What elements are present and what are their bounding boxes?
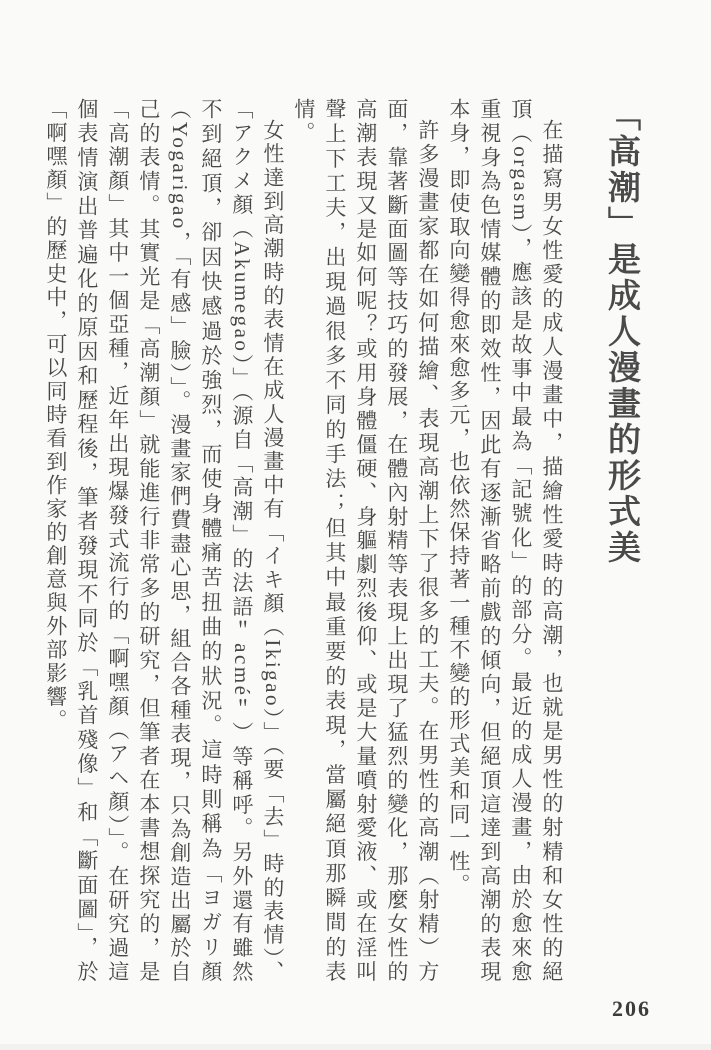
scan-edge-artifact [0, 1044, 711, 1050]
paragraph: 在描寫男女性愛的成人漫畫中，描繪性愛時的高潮，也就是男性的射精和女性的絕頂（orgasm），應該是故事中最為「記號化」的部分。最近的成人漫畫，由於愈來愈重視身為色情媒體的即效性，因此有逐漸省略前戲的傾向，但絕頂這達到高潮的表現本身，即使取向變得愈來愈多元，也依然保持著一種不變的形式美和同一性。 [446, 98, 564, 984]
paragraph: 許多漫畫家都在如何描繪、表現高潮上下了很多的工夫。在男性的高潮（射精）方面，靠著斷面圖等技巧的發展，在體內射精等表現上出現了猛烈的變化，那麼女性的高潮表現又是如何呢？或用身體僵硬、身軀劇烈後仰、或是大量噴射愛液、或在淫叫聲上下工夫，出現過很多不同的手法；但其中最重要的表現，當屬絕頂那瞬間的表情。 [291, 98, 440, 984]
page-number: 206 [612, 996, 651, 1021]
article [40, 98, 649, 984]
article-title: 「高潮」是成人漫畫的形式美 [603, 98, 639, 566]
paragraph: 女性達到高潮時的表情在成人漫畫中有「イキ顏（Ikigao）」（要「去」時的表情）、「アクメ顏（Akumegao）」（源自「高潮」的法語＂acmé＂）等稱呼。另外還有雖然不到絕頂，卻因快感過於強烈，而使身體痛苦扭曲的狀況。這時則稱為「ヨガリ顏（Yogarigao，「有感」臉）」。漫畫家們費盡心思，組合各種表現，只為創造出屬於自己的表情。其實光是「高潮顏」就能進行非常多的研究，但筆者在本書想探究的，是「高潮顏」其中一個亞種，近年出現爆發式流行的「啊嘿顏（アヘ顏）」。在研究過這個表情演出普遍化的原因和歷程後，筆者發現不同於「乳首殘像」和「斷面圖」，於「啊嘿顏」的歷史中，可以同時看到作家的創意與外部影響。 [43, 98, 285, 984]
